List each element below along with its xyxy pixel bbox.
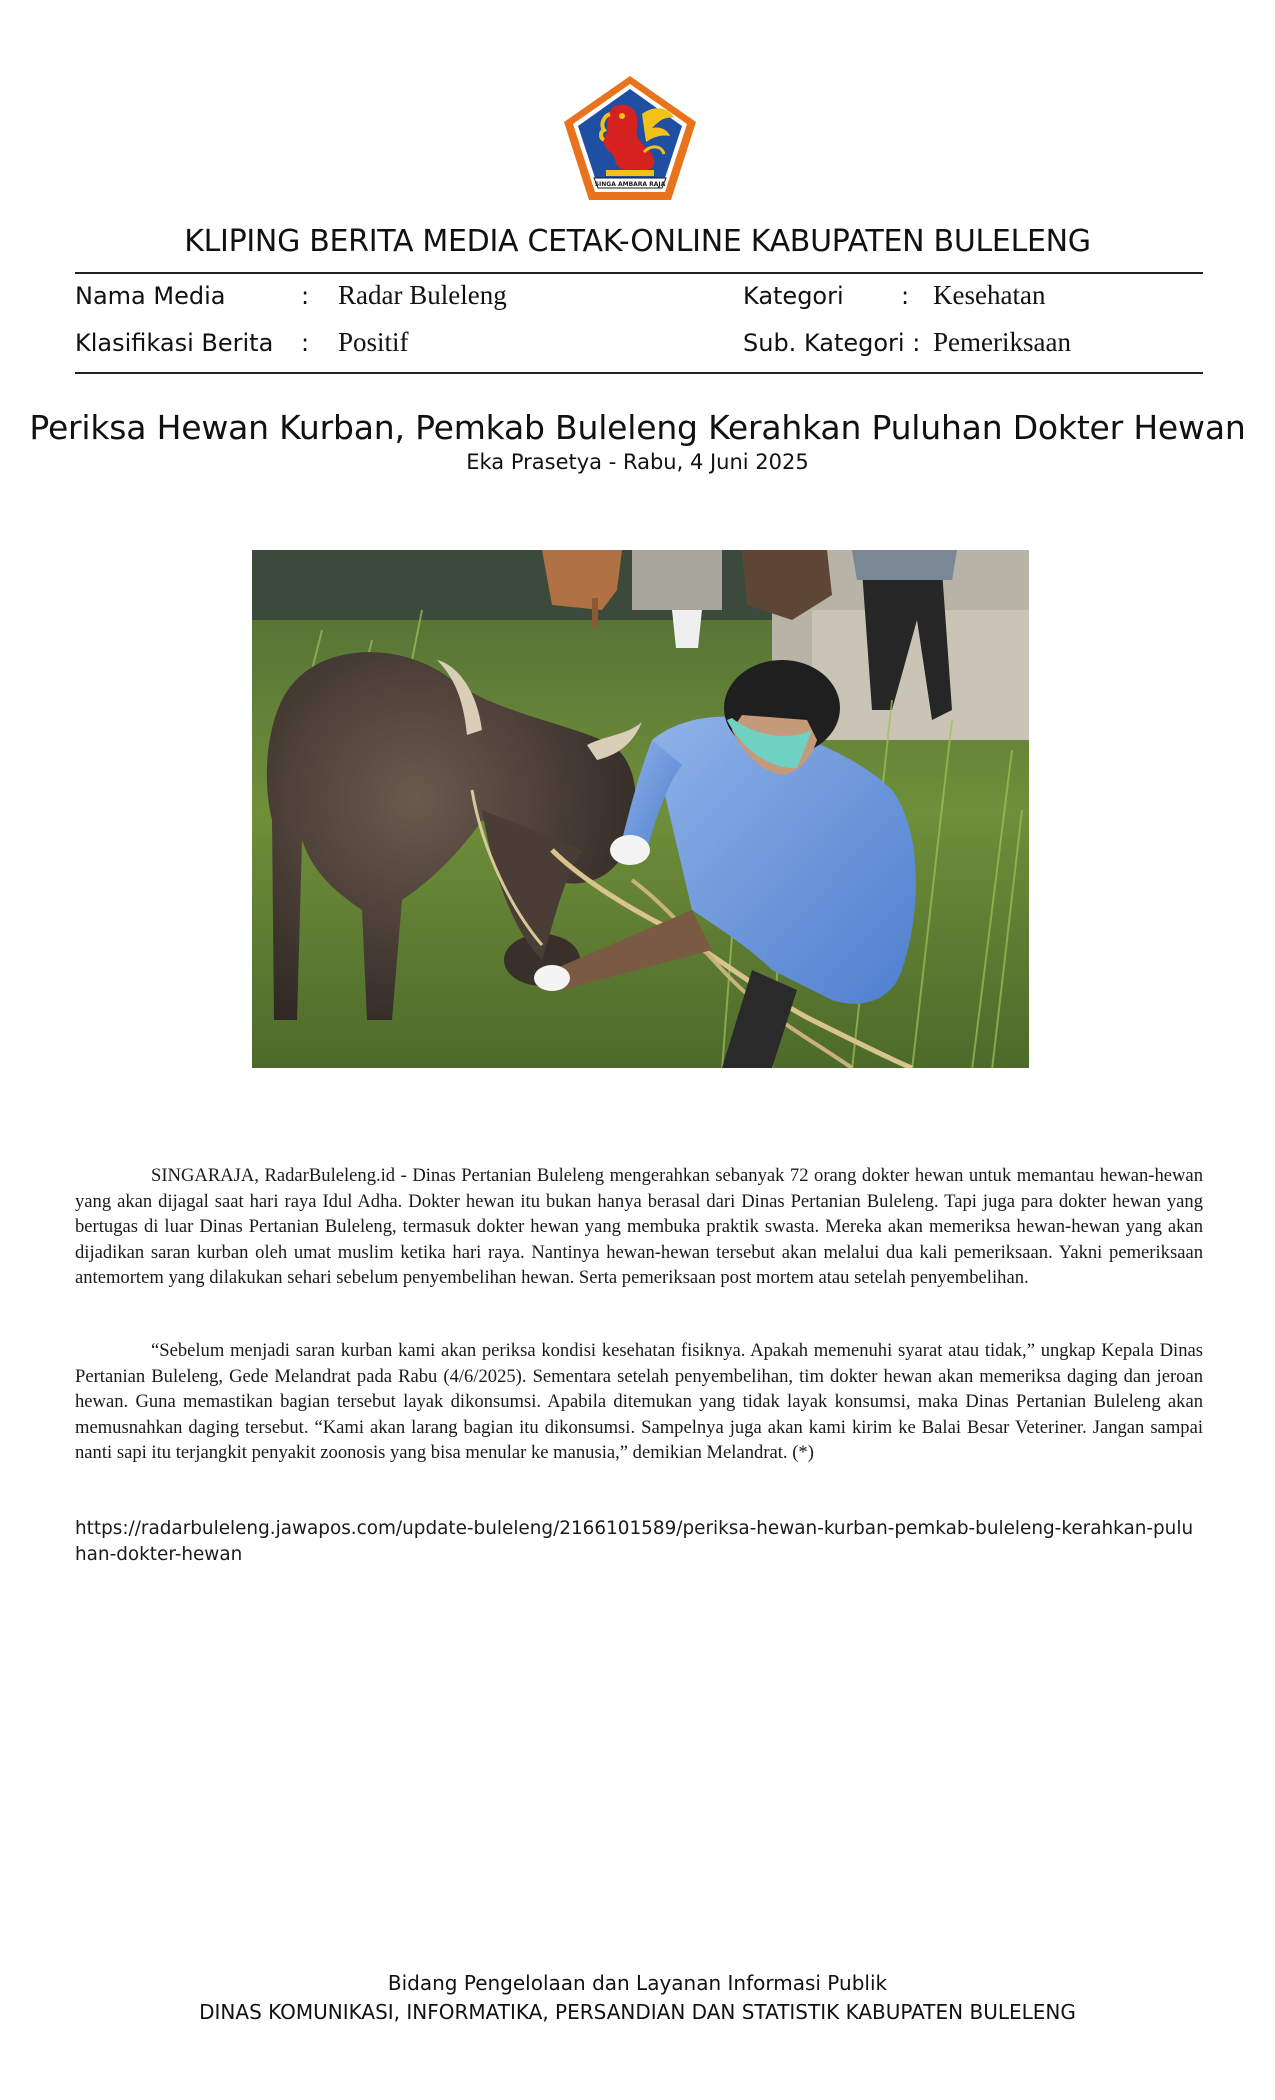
article-paragraph-1-text: SINGARAJA, RadarBuleleng.id - Dinas Pertanian Buleleng mengerahkan sebanyak 72 orang dokter hewan untuk memantau hewan-hewan yang akan dijagal saat hari raya Idul Adha. Dokter hewan itu bukan hanya berasal dari Dinas Pertanian Buleleng. Tapi juga para dokter hewan yang bertugas di luar Dinas Pertanian Buleleng, termasuk dokter hewan yang membuka praktik swasta. Mereka akan memeriksa hewan-hewan yang akan dijadikan saran kurban oleh umat muslim ketika hari raya. Nantinya hewan-hewan tersebut akan melalui dua kali pemeriksaan. Yakni pemeriksaan antemortem yang dilakukan sehari sebelum penyembelihan hewan. Serta pemeriksaan post mortem atau setelah penyembelihan. (75, 1165, 1203, 1289)
document-title: KLIPING BERITA MEDIA CETAK-ONLINE KABUPATEN BULELENG (184, 224, 1091, 259)
article-paragraph-1 (75, 1163, 1203, 1291)
header-divider-bottom (75, 372, 1203, 374)
category-value: Kesehatan (933, 280, 1046, 310)
crest-ribbon-text: SINGA AMBARA RAJA (594, 181, 666, 188)
veterinarian-examining-cow-photo (252, 550, 1029, 1068)
subcategory-value: Pemeriksaan (933, 327, 1071, 357)
singa-ambara-raja-crest-icon (560, 74, 700, 202)
classification-value: Positif (338, 327, 409, 357)
article-paragraph-2 (75, 1338, 1203, 1466)
footer-division: Bidang Pengelolaan dan Layanan Informasi Publik (387, 1971, 888, 1995)
classification-label: Klasifikasi Berita (75, 329, 274, 357)
media-label: Nama Media (75, 282, 226, 310)
media-value: Radar Buleleng (338, 280, 507, 310)
subcategory-label: Sub. Kategori : (743, 329, 921, 357)
footer-agency: DINAS KOMUNIKASI, INFORMATIKA, PERSANDIAN DAN STATISTIK KABUPATEN BULELENG (199, 2000, 1076, 2024)
source-url-link[interactable]: https://radarbuleleng.jawapos.com/update-buleleng/2166101589/periksa-hewan-kurban-pemkab-buleleng-kerahkan-puluhan-dokter-hewan (75, 1518, 1194, 1565)
article-headline: Periksa Hewan Kurban, Pemkab Buleleng Kerahkan Puluhan Dokter Hewan (29, 408, 1246, 447)
classification-colon: : (301, 329, 310, 357)
header-divider-top (75, 272, 1203, 274)
media-colon: : (301, 282, 310, 310)
category-label: Kategori (743, 282, 844, 310)
category-colon: : (901, 282, 910, 310)
article-paragraph-2-text: “Sebelum menjadi saran kurban kami akan periksa kondisi kesehatan fisiknya. Apakah memenuhi syarat atau tidak,” ungkap Kepala Dinas Pertanian Buleleng, Gede Melandrat pada Rabu (4/6/2025). Sementara setelah penyembelihan, tim dokter hewan akan memeriksa daging dan jeroan hewan. Guna memastikan bagian tersebut layak dikonsumsi. Apabila ditemukan yang tidak layak konsumsi, maka Dinas Pertanian Buleleng akan memusnahkan daging tersebut. “Kami akan larang bagian itu dikonsumsi. Sampelnya juga akan kami kirim ke Balai Besar Veteriner. Jangan sampai nanti sapi itu terjangkit penyakit zoonosis yang bisa menular ke manusia,” demikian Melandrat. (*) (75, 1340, 1203, 1464)
article-byline: Eka Prasetya - Rabu, 4 Juni 2025 (466, 450, 809, 474)
